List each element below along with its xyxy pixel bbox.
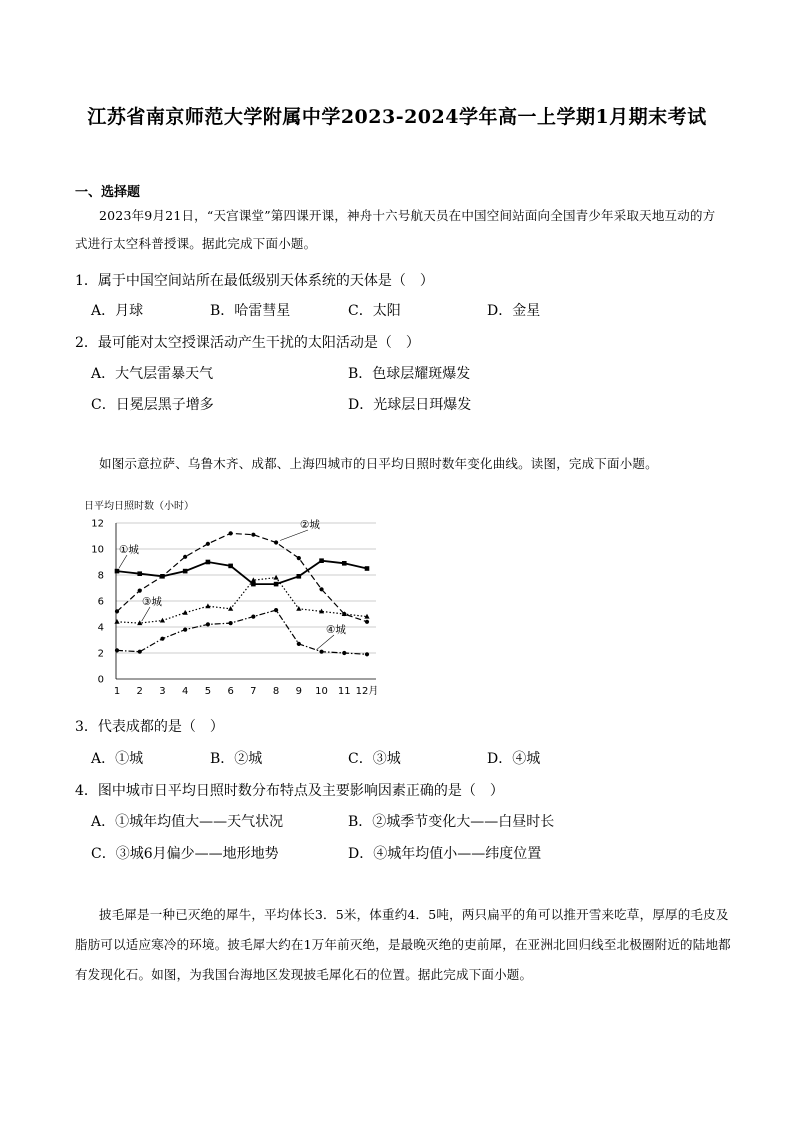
data-point [251, 615, 255, 619]
question-4-stem: 4．图中城市日平均日照时数分布特点及主要影响因素正确的是（ ） [75, 783, 504, 799]
x-tick-label: 6 [227, 686, 234, 697]
x-tick-label: 8 [272, 686, 280, 697]
y-axis-label: 日平均日照时数（小时） [84, 501, 194, 512]
intro-paragraph-3: 披毛犀是一种已灭绝的犀牛，平均体长3．5米，体重约4．5吨，两只扁平的角可以推开雪来吃草，厚厚的毛皮及脂肪可以适应寒冷的环境。披毛犀大约在1万年前灭绝，是最晚灭绝的吏前犀，在亚洲北回归线至北极圈附近的陆地都有发现化石。如图，为我国台海地区发现披毛犀化石的位置。据此完成下面小题。 [75, 907, 731, 982]
y-tick-label: 6 [97, 596, 104, 608]
x-tick-label: 2 [136, 686, 143, 697]
intro-paragraph-2: 如图示意拉萨、乌鲁木齐、成都、上海四城市的日平均日照时数年变化曲线。读图，完成下面小题。 [99, 456, 658, 471]
data-point [115, 609, 119, 613]
series-label: ④城 [326, 624, 346, 636]
series-label: ①城 [119, 544, 139, 556]
data-point [319, 558, 324, 563]
q1-option-c[interactable]: C．太阳 [348, 303, 401, 319]
data-point [319, 587, 323, 591]
y-tick-label: 12 [91, 518, 104, 530]
data-point [342, 561, 347, 566]
x-tick-label: 5 [204, 686, 212, 697]
series-line-1 [117, 561, 367, 584]
data-point [206, 560, 211, 565]
q4-option-d[interactable]: D．④城年均值小——纬度位置 [348, 846, 542, 862]
data-point [206, 622, 210, 626]
data-point [160, 637, 164, 641]
data-point [229, 621, 233, 625]
series-label-leader [142, 607, 150, 621]
intro-paragraph-1: 2023年9月21日，“天宫课堂”第四课开课，神舟十六号航天员在中国空间站面向全国青少年采取天地互动的方式进行太空科普授课。据此完成下面小题。 [75, 208, 716, 251]
question-3-stem: 3．代表成都的是（ ） [75, 719, 224, 735]
data-point [115, 648, 119, 652]
question-2-stem: 2．最可能对太空授课活动产生干扰的太阳活动是（ ） [75, 335, 420, 351]
data-point [183, 555, 187, 559]
x-tick-label: 12月 [355, 686, 379, 697]
data-point [160, 618, 165, 623]
q1-option-a[interactable]: A．月球 [91, 303, 144, 319]
data-point [138, 650, 142, 654]
y-tick-label: 2 [97, 648, 104, 660]
data-point [183, 610, 188, 615]
x-tick-label: 3 [159, 686, 166, 697]
q1-option-d[interactable]: D．金星 [487, 303, 541, 319]
data-point [365, 566, 370, 571]
q3-option-c[interactable]: C．③城 [348, 751, 401, 767]
q2-option-a[interactable]: A．大气层雷暴天气 [91, 366, 214, 382]
data-point [183, 569, 188, 574]
data-point [251, 533, 255, 537]
y-tick-label: 10 [91, 544, 104, 556]
data-point [251, 582, 256, 587]
x-tick-label: 7 [250, 686, 257, 697]
data-point [183, 628, 187, 632]
data-point [205, 603, 210, 608]
question-1-stem: 1．属于中国空间站所在最低级别天体系统的天体是（ ） [75, 273, 434, 289]
page-title: 江苏省南京师范大学附属中学2023-2024学年高一上学期1月期末考试 [87, 106, 707, 128]
data-point [160, 574, 164, 578]
q3-option-b[interactable]: B．②城 [210, 751, 263, 767]
y-tick-label: 8 [97, 570, 104, 582]
q2-option-d[interactable]: D．光球层日珥爆发 [348, 397, 472, 413]
data-point [274, 540, 278, 544]
series-label-leader [119, 555, 127, 568]
y-tick-label: 4 [97, 622, 104, 634]
section-heading: 一、选择题 [75, 185, 141, 200]
q2-option-c[interactable]: C．日冕层黑子增多 [91, 397, 214, 413]
data-point [365, 620, 369, 624]
data-point [229, 531, 233, 535]
data-point [115, 569, 120, 574]
x-tick-label: 1 [113, 686, 121, 697]
x-tick-label: 4 [181, 686, 189, 697]
data-point [342, 651, 346, 655]
data-point [274, 582, 279, 587]
q4-option-a[interactable]: A．①城年均值大——天气状况 [91, 814, 284, 830]
series-label-leader [280, 530, 308, 541]
data-point [365, 652, 369, 656]
data-point [228, 606, 233, 611]
sunshine-chart [84, 495, 414, 705]
x-tick-label: 9 [295, 686, 303, 697]
data-point [137, 571, 142, 576]
sunshine-line-chart [84, 495, 414, 705]
x-tick-label: 10 [315, 686, 328, 697]
data-point [297, 556, 301, 560]
series-label: ③城 [142, 596, 162, 608]
q1-option-b[interactable]: B．哈雷彗星 [210, 303, 291, 319]
q3-option-d[interactable]: D．④城 [487, 751, 541, 767]
q3-option-a[interactable]: A．①城 [91, 751, 144, 767]
series-line-2 [117, 533, 367, 621]
data-point [114, 619, 119, 624]
q4-option-c[interactable]: C．③城6月偏少——地形地势 [91, 846, 279, 862]
q4-option-b[interactable]: B．②城季节变化大——白昼时长 [348, 814, 555, 830]
data-point [228, 564, 233, 569]
data-point [138, 589, 142, 593]
y-tick-label: 0 [97, 674, 104, 686]
series-label: ②城 [300, 519, 320, 531]
data-point [319, 650, 323, 654]
q2-option-b[interactable]: B．色球层耀斑爆发 [348, 366, 471, 382]
data-point [297, 574, 302, 579]
data-point [273, 575, 278, 580]
series-label-leader [317, 635, 334, 650]
data-point [274, 608, 278, 612]
x-tick-label: 11 [337, 686, 351, 697]
data-point [206, 542, 210, 546]
data-point [297, 642, 301, 646]
